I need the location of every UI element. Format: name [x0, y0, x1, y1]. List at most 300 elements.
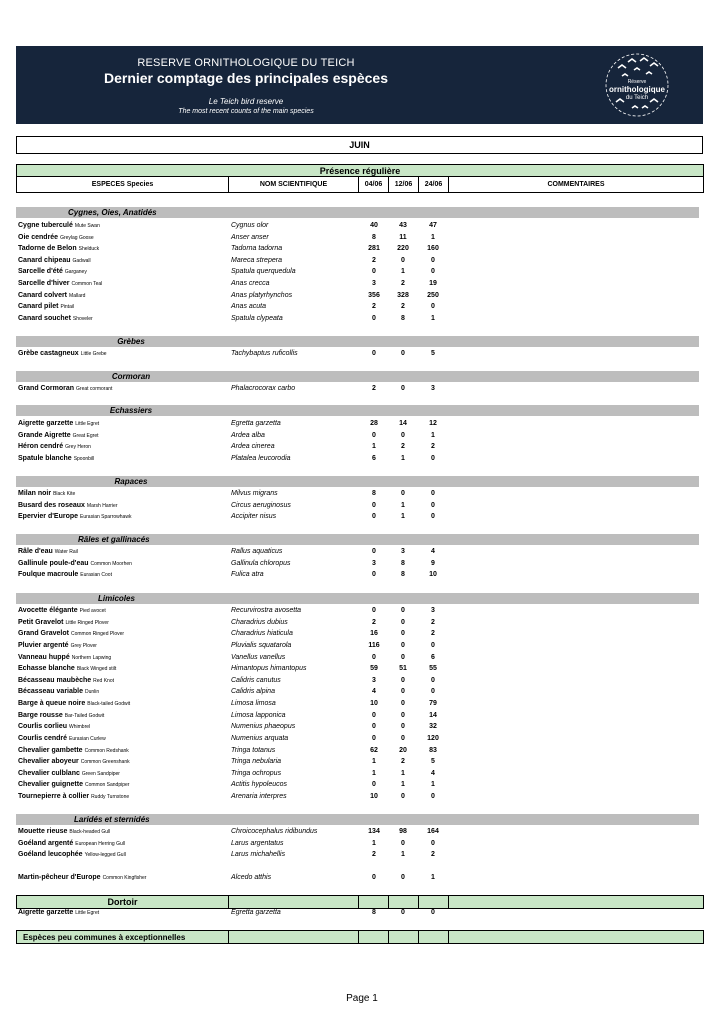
species-name-fr: Pluvier argenté	[18, 642, 69, 649]
species-name-en: Little Grebe	[80, 351, 107, 357]
count-date-2: 0	[401, 607, 405, 614]
count-date-3: 0	[431, 502, 435, 509]
species-name-en: Greylag Goose	[60, 235, 94, 241]
scientific-name: Limosa limosa	[231, 700, 276, 707]
presence-reguliere-banner: Présence régulière	[17, 165, 704, 177]
species-name-fr: Vanneau huppé	[18, 654, 70, 661]
species-name-fr: Aigrette garzette	[18, 909, 74, 916]
species-name-fr: Milan noir	[18, 490, 52, 497]
count-date-2: 2	[401, 280, 405, 287]
count-date-3: 0	[431, 909, 435, 916]
species-name	[18, 664, 116, 674]
species-name-en: Eurasian Curlew	[69, 736, 106, 742]
header-subtitle-en-2: The most recent counts of the main species	[178, 108, 314, 115]
species-name	[18, 839, 125, 849]
species-name-en: Little Egret	[75, 910, 100, 916]
species-name-fr: Barge rousse	[18, 712, 63, 719]
species-name-en: Great cormorant	[76, 386, 113, 392]
scientific-name: Charadrius dubius	[231, 619, 288, 626]
species-name-fr: Sarcelle d'été	[18, 268, 63, 275]
count-date-1: 3	[372, 677, 376, 684]
count-date-3: 10	[429, 571, 437, 578]
group-heading: Râles et gallinacés	[16, 534, 699, 545]
species-row	[16, 827, 703, 837]
count-date-2: 0	[401, 840, 405, 847]
species-name	[18, 547, 78, 557]
scientific-name: Anas platyrhynchos	[231, 292, 293, 299]
count-date-2: 8	[401, 315, 405, 322]
header-reserve-name: RESERVE ORNITHOLOGIQUE DU TEICH	[137, 57, 355, 69]
species-name	[18, 302, 74, 312]
species-name-fr: Aigrette garzette	[18, 420, 74, 427]
species-row	[16, 442, 703, 452]
count-date-3: 5	[431, 758, 435, 765]
species-name	[18, 512, 131, 522]
count-date-1: 2	[372, 385, 376, 392]
count-date-3: 9	[431, 560, 435, 567]
scientific-name: Milvus migrans	[231, 490, 278, 497]
count-date-1: 0	[372, 315, 376, 322]
count-date-1: 0	[372, 502, 376, 509]
scientific-name: Anas acuta	[231, 303, 267, 310]
count-date-1: 356	[368, 292, 380, 299]
count-date-2: 0	[401, 700, 405, 707]
count-date-2: 2	[401, 758, 405, 765]
scientific-name: Accipiter nisus	[231, 513, 277, 520]
scientific-name: Tadorna tadorna	[231, 245, 283, 252]
species-name	[18, 722, 90, 732]
scientific-name: Ardea cinerea	[231, 443, 275, 450]
count-date-1: 0	[372, 735, 376, 742]
count-date-1: 0	[372, 513, 376, 520]
species-name	[18, 653, 111, 663]
species-name-fr: Héron cendré	[18, 443, 64, 450]
scientific-name: Arenaria interpres	[231, 793, 287, 800]
count-date-1: 134	[368, 828, 380, 835]
species-row	[16, 570, 703, 580]
species-name-fr: Foulque macroule	[18, 571, 79, 578]
scientific-name: Chroicocephalus ridibundus	[231, 828, 318, 835]
column-header-scientific: NOM SCIENTIFIQUE	[229, 177, 359, 193]
species-name-en: Common Redshank	[84, 748, 129, 754]
scientific-name: Ardea alba	[231, 432, 265, 439]
species-name	[18, 349, 107, 359]
count-date-1: 8	[372, 490, 376, 497]
species-row	[16, 908, 703, 918]
count-date-2: 98	[399, 828, 407, 835]
species-name-en: Mallard	[69, 293, 86, 299]
count-date-2: 0	[401, 793, 405, 800]
scientific-name: Gallinula chloropus	[231, 560, 291, 567]
count-date-3: 79	[429, 700, 437, 707]
count-date-1: 0	[372, 268, 376, 275]
species-name-en: Common Sandpiper	[84, 782, 130, 788]
species-name-fr: Râle d'eau	[18, 548, 53, 555]
species-name	[18, 314, 93, 324]
species-name	[18, 221, 100, 231]
count-date-2: 14	[399, 420, 407, 427]
scientific-name: Larus argentatus	[231, 840, 284, 847]
count-date-1: 6	[372, 455, 376, 462]
count-date-1: 116	[368, 642, 380, 649]
count-date-1: 0	[372, 654, 376, 661]
count-date-3: 3	[431, 385, 435, 392]
count-date-1: 0	[372, 712, 376, 719]
species-name-en: Green Sandpiper	[81, 771, 120, 777]
count-date-2: 0	[401, 619, 405, 626]
rare-species-label: Espèces peu communes à exceptionnelles	[17, 931, 229, 944]
count-date-2: 0	[401, 490, 405, 497]
species-name-en: Marsh Harrier	[86, 503, 118, 509]
count-date-2: 8	[401, 560, 405, 567]
count-date-1: 8	[372, 909, 376, 916]
species-name-fr: Grèbe castagneux	[18, 350, 79, 357]
species-row	[16, 267, 703, 277]
count-date-1: 281	[368, 245, 380, 252]
species-name	[18, 780, 129, 790]
species-row	[16, 734, 703, 744]
species-name-en: Gadwall	[72, 258, 91, 264]
month-heading: JUIN	[16, 136, 703, 154]
species-name-en: Mute Swan	[74, 223, 100, 229]
column-header-comments: COMMENTAIRES	[449, 177, 704, 193]
species-name-fr: Spatule blanche	[18, 455, 72, 462]
count-date-3: 83	[429, 747, 437, 754]
count-date-3: 12	[429, 420, 437, 427]
species-name-en: Little Ringed Plover	[65, 620, 109, 626]
species-row	[16, 221, 703, 231]
count-date-1: 1	[372, 840, 376, 847]
species-name-en: Grey Heron	[65, 444, 91, 450]
scientific-name: Platalea leucorodia	[231, 455, 291, 462]
species-name-en: Black Kite	[53, 491, 76, 497]
species-name-fr: Courlis cendré	[18, 735, 68, 742]
species-row	[16, 559, 703, 569]
species-row	[16, 233, 703, 243]
count-date-2: 0	[401, 350, 405, 357]
species-row	[16, 850, 703, 860]
count-date-1: 0	[372, 874, 376, 881]
species-name	[18, 769, 120, 779]
species-name-fr: Goéland argenté	[18, 840, 74, 847]
count-date-1: 0	[372, 350, 376, 357]
species-row	[16, 641, 703, 651]
count-date-2: 0	[401, 432, 405, 439]
scientific-name: Anas crecca	[231, 280, 270, 287]
count-date-3: 32	[429, 723, 437, 730]
species-name-en: Great Egret	[72, 433, 99, 439]
species-row	[16, 314, 703, 324]
count-date-2: 1	[401, 513, 405, 520]
scientific-name: Circus aeruginosus	[231, 502, 291, 509]
count-date-2: 20	[399, 747, 407, 754]
species-row	[16, 349, 703, 359]
scientific-name: Mareca strepera	[231, 257, 282, 264]
count-date-2: 0	[401, 909, 405, 916]
species-name-en: Eurasian Sparrowhawk	[80, 514, 132, 520]
count-date-3: 47	[429, 222, 437, 229]
count-date-2: 43	[399, 222, 407, 229]
group-heading: Rapaces	[16, 476, 699, 487]
species-name-fr: Courlis corlieu	[18, 723, 68, 730]
count-date-3: 1	[431, 781, 435, 788]
species-name	[18, 267, 87, 277]
species-name-fr: Chevalier culblanc	[18, 770, 80, 777]
species-name	[18, 431, 99, 441]
count-date-1: 10	[370, 793, 378, 800]
species-name-en: Black Winged stilt	[76, 666, 117, 672]
species-row	[16, 431, 703, 441]
species-name-fr: Tournepierre à collier	[18, 793, 90, 800]
count-date-2: 0	[401, 654, 405, 661]
species-name	[18, 233, 94, 243]
species-name-fr: Cygne tuberculé	[18, 222, 73, 229]
species-name-fr: Mouette rieuse	[18, 828, 68, 835]
species-name-en: European Herring Gull	[75, 841, 125, 847]
species-name	[18, 419, 99, 429]
count-date-2: 8	[401, 571, 405, 578]
count-date-1: 3	[372, 280, 376, 287]
group-heading: Laridés et sternidés	[16, 814, 699, 825]
count-date-3: 0	[431, 455, 435, 462]
count-date-2: 0	[401, 735, 405, 742]
count-date-3: 0	[431, 490, 435, 497]
species-row	[16, 839, 703, 849]
count-date-3: 0	[431, 688, 435, 695]
species-name-en: Shoveler	[72, 316, 93, 322]
species-name-en: Dunlin	[85, 689, 100, 695]
species-name	[18, 757, 130, 767]
count-date-1: 3	[372, 560, 376, 567]
count-date-3: 2	[431, 443, 435, 450]
logo-text-teich: du Teich	[625, 95, 649, 101]
count-date-3: 2	[431, 630, 435, 637]
count-date-3: 55	[429, 665, 437, 672]
species-name-fr: Grand Gravelot	[18, 630, 69, 637]
scientific-name: Calidris alpina	[231, 688, 275, 695]
scientific-name: Pluvialis squatarola	[231, 642, 292, 649]
count-date-3: 0	[431, 840, 435, 847]
count-date-2: 2	[401, 443, 405, 450]
page-number: Page 1	[346, 993, 378, 1004]
reserve-logo	[604, 52, 670, 118]
species-name-en: Yellow-legged Gull	[84, 852, 126, 858]
scientific-name: Anser anser	[231, 234, 269, 241]
species-name-en: Spoonbill	[73, 456, 95, 462]
count-date-3: 0	[431, 513, 435, 520]
column-header-species: ESPECES Species	[17, 177, 229, 193]
species-row	[16, 769, 703, 779]
count-date-2: 1	[401, 851, 405, 858]
count-date-1: 8	[372, 234, 376, 241]
species-name-fr: Grand Cormoran	[18, 385, 75, 392]
species-name	[18, 442, 91, 452]
species-name-fr: Bécasseau maubèche	[18, 677, 92, 684]
scientific-name: Cygnus olor	[231, 222, 269, 229]
species-row	[16, 664, 703, 674]
group-heading: Echassiers	[16, 405, 699, 416]
count-date-2: 0	[401, 257, 405, 264]
scientific-name: Spatula querquedula	[231, 268, 296, 275]
species-name	[18, 489, 75, 499]
species-name	[18, 699, 130, 709]
species-name-en: Red Knot	[93, 678, 115, 684]
species-name-en: Shelduck	[78, 246, 100, 252]
species-row	[16, 873, 703, 883]
group-heading: Grèbes	[16, 336, 699, 347]
species-name-en: Common Moorhen	[90, 561, 132, 567]
scientific-name: Fulica atra	[231, 571, 264, 578]
species-name	[18, 827, 110, 837]
count-date-2: 0	[401, 723, 405, 730]
species-row	[16, 279, 703, 289]
count-date-3: 164	[427, 828, 439, 835]
species-name	[18, 641, 97, 651]
count-date-2: 3	[401, 548, 405, 555]
species-name	[18, 676, 114, 686]
species-name	[18, 256, 91, 266]
species-row	[16, 419, 703, 429]
species-row	[16, 501, 703, 511]
species-name-en: Northern Lapwing	[71, 655, 112, 661]
species-row	[16, 489, 703, 499]
species-name-fr: Chevalier gambette	[18, 747, 83, 754]
count-date-3: 6	[431, 654, 435, 661]
count-date-1: 1	[372, 770, 376, 777]
species-name	[18, 746, 129, 756]
species-row	[16, 676, 703, 686]
species-name-en: Common Greenshank	[80, 759, 130, 765]
species-row	[16, 722, 703, 732]
species-row	[16, 746, 703, 756]
scientific-name: Egretta garzetta	[231, 909, 281, 916]
group-heading: Limicoles	[16, 593, 699, 604]
group-heading: Cormoran	[16, 371, 699, 382]
species-name-en: Pintail	[60, 304, 75, 310]
count-date-2: 0	[401, 712, 405, 719]
species-row	[16, 618, 703, 628]
species-name-fr: Petit Gravelot	[18, 619, 64, 626]
species-row	[16, 711, 703, 721]
scientific-name: Recurvirostra avosetta	[231, 607, 302, 614]
species-name-en: Ruddy Turnstone	[91, 794, 130, 800]
species-name	[18, 570, 112, 580]
count-date-1: 1	[372, 758, 376, 765]
count-date-2: 0	[401, 874, 405, 881]
count-date-3: 0	[431, 793, 435, 800]
count-date-3: 0	[431, 257, 435, 264]
count-date-2: 0	[401, 630, 405, 637]
count-date-3: 160	[427, 245, 439, 252]
species-name-fr: Sarcelle d'hiver	[18, 280, 70, 287]
species-row	[16, 699, 703, 709]
species-name	[18, 629, 124, 639]
count-date-2: 1	[401, 268, 405, 275]
species-row	[16, 629, 703, 639]
logo-text-reserve: Réserve	[627, 79, 647, 85]
count-date-3: 3	[431, 607, 435, 614]
species-row	[16, 757, 703, 767]
dortoir-label: Dortoir	[17, 896, 229, 909]
column-header-date-2: 12/06	[389, 177, 419, 193]
count-date-1: 0	[372, 571, 376, 578]
count-date-1: 62	[370, 747, 378, 754]
count-date-3: 4	[431, 770, 435, 777]
species-row	[16, 687, 703, 697]
count-date-3: 1	[431, 874, 435, 881]
species-row	[16, 244, 703, 254]
count-date-2: 1	[401, 502, 405, 509]
species-name	[18, 850, 126, 860]
species-name-en: Black-headed Gull	[69, 829, 111, 835]
count-date-3: 1	[431, 234, 435, 241]
count-date-2: 0	[401, 385, 405, 392]
scientific-name: Numenius arquata	[231, 735, 289, 742]
count-date-2: 0	[401, 677, 405, 684]
species-name-fr: Barge à queue noire	[18, 700, 86, 707]
species-name-fr: Chevalier guignette	[18, 781, 83, 788]
scientific-name: Calidris canutus	[231, 677, 281, 684]
count-date-1: 2	[372, 303, 376, 310]
species-name	[18, 873, 146, 883]
species-name-fr: Gallinule poule-d'eau	[18, 560, 89, 567]
count-date-3: 1	[431, 432, 435, 439]
dortoir-header	[16, 895, 704, 909]
scientific-name: Spatula clypeata	[231, 315, 283, 322]
scientific-name: Rallus aquaticus	[231, 548, 283, 555]
species-name-en: Eurasian Coot	[80, 572, 112, 578]
species-name-en: Pied avocet	[79, 608, 106, 614]
scientific-name: Egretta garzetta	[231, 420, 281, 427]
count-date-1: 4	[372, 688, 376, 695]
count-date-3: 4	[431, 548, 435, 555]
species-name	[18, 618, 109, 628]
species-name-fr: Canard chipeau	[18, 257, 71, 264]
scientific-name: Phalacrocorax carbo	[231, 385, 296, 392]
scientific-name: Limosa lapponica	[231, 712, 286, 719]
species-name-en: Common Ringed Plover	[70, 631, 125, 637]
count-date-3: 19	[429, 280, 437, 287]
count-date-1: 2	[372, 257, 376, 264]
count-date-3: 0	[431, 268, 435, 275]
species-name-fr: Bécasseau variable	[18, 688, 83, 695]
species-name-en: Water Rail	[54, 549, 78, 555]
scientific-name: Larus michahellis	[231, 851, 286, 858]
species-name-fr: Canard colvert	[18, 292, 68, 299]
species-name-fr: Goéland leucophée	[18, 851, 83, 858]
species-row	[16, 653, 703, 663]
count-date-2: 2	[401, 303, 405, 310]
species-name-en: Garganey	[64, 269, 87, 275]
species-name-en: Common Kingfisher	[102, 875, 147, 881]
species-name-fr: Echasse blanche	[18, 665, 75, 672]
count-date-1: 16	[370, 630, 378, 637]
count-date-3: 250	[427, 292, 439, 299]
count-date-3: 0	[431, 303, 435, 310]
species-name-en: Whimbrel	[69, 724, 91, 730]
species-name-fr: Canard souchet	[18, 315, 71, 322]
count-date-2: 1	[401, 781, 405, 788]
species-name-en: Black-tailed Godwit	[87, 701, 131, 707]
scientific-name: Tringa ochropus	[231, 770, 282, 777]
species-name-fr: Tadorne de Belon	[18, 245, 77, 252]
count-date-1: 2	[372, 619, 376, 626]
species-name	[18, 606, 106, 616]
count-date-3: 0	[431, 642, 435, 649]
species-name-fr: Avocette élégante	[18, 607, 78, 614]
species-name	[18, 279, 102, 289]
logo-text-ornithologique: ornithologique	[609, 85, 665, 94]
